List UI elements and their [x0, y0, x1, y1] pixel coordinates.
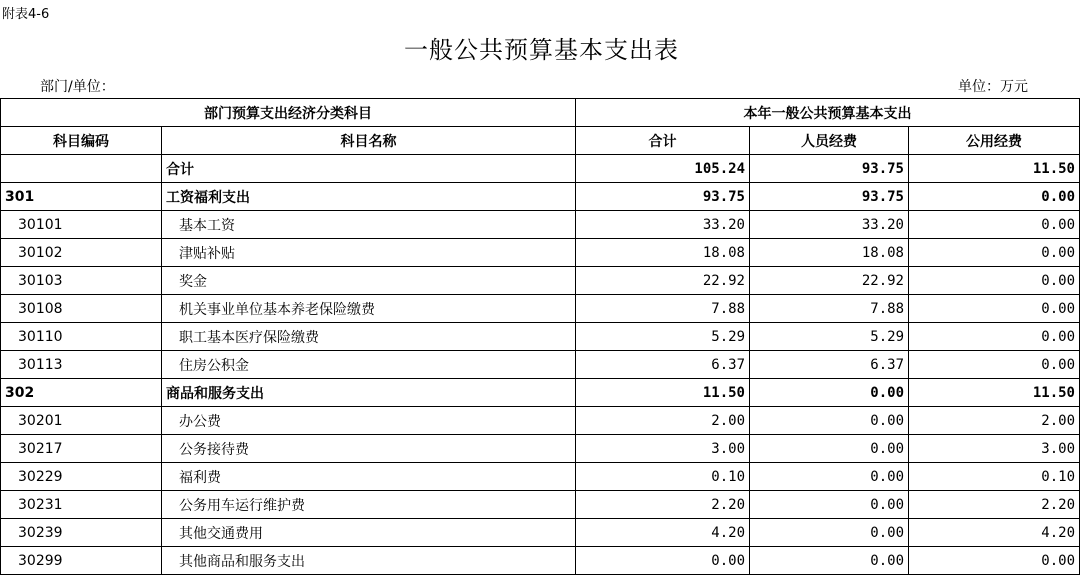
cell-total: 22.92 — [576, 267, 750, 295]
cell-personnel: 0.00 — [750, 407, 909, 435]
cell-name: 津贴补贴 — [162, 239, 576, 267]
cell-name: 职工基本医疗保险缴费 — [162, 323, 576, 351]
table-row — [1, 239, 1080, 267]
cell-total: 93.75 — [576, 183, 750, 211]
cell-personnel: 0.00 — [750, 519, 909, 547]
cell-total: 33.20 — [576, 211, 750, 239]
cell-public: 3.00 — [909, 435, 1080, 463]
cell-total: 105.24 — [576, 155, 750, 183]
cell-public: 0.00 — [909, 351, 1080, 379]
table-row — [1, 379, 1080, 407]
cell-public: 2.00 — [909, 407, 1080, 435]
cell-personnel: 7.88 — [750, 295, 909, 323]
cell-personnel: 22.92 — [750, 267, 909, 295]
cell-name: 办公费 — [162, 407, 576, 435]
attachment-label: 附表4-6 — [2, 7, 50, 22]
cell-personnel: 0.00 — [750, 379, 909, 407]
table-body — [1, 155, 1080, 575]
cell-total: 7.88 — [576, 295, 750, 323]
cell-personnel: 0.00 — [750, 491, 909, 519]
table-row — [1, 295, 1080, 323]
cell-name: 基本工资 — [162, 211, 576, 239]
cell-total: 2.00 — [576, 407, 750, 435]
cell-total: 4.20 — [576, 519, 750, 547]
cell-personnel: 6.37 — [750, 351, 909, 379]
cell-total: 0.10 — [576, 463, 750, 491]
table-row — [1, 491, 1080, 519]
header-name: 科目名称 — [162, 127, 576, 155]
cell-name: 机关事业单位基本养老保险缴费 — [162, 295, 576, 323]
cell-public: 0.00 — [909, 239, 1080, 267]
cell-code: 302 — [1, 379, 162, 407]
cell-code: 30239 — [1, 519, 162, 547]
cell-total: 5.29 — [576, 323, 750, 351]
group-header-row — [1, 99, 1080, 127]
column-header-row — [1, 127, 1080, 155]
page-title: 一般公共预算基本支出表 — [404, 36, 679, 64]
table-row — [1, 407, 1080, 435]
cell-public: 0.00 — [909, 267, 1080, 295]
cell-personnel: 0.00 — [750, 547, 909, 575]
cell-code: 301 — [1, 183, 162, 211]
header-economic-classification: 部门预算支出经济分类科目 — [1, 99, 576, 127]
cell-personnel: 93.75 — [750, 155, 909, 183]
cell-total: 2.20 — [576, 491, 750, 519]
cell-name: 合计 — [162, 155, 576, 183]
cell-name: 商品和服务支出 — [162, 379, 576, 407]
budget-table — [0, 98, 1080, 575]
cell-code: 30102 — [1, 239, 162, 267]
table-row — [1, 267, 1080, 295]
cell-name: 奖金 — [162, 267, 576, 295]
table-row — [1, 183, 1080, 211]
cell-personnel: 93.75 — [750, 183, 909, 211]
cell-name: 公务用车运行维护费 — [162, 491, 576, 519]
header-code: 科目编码 — [1, 127, 162, 155]
cell-personnel: 33.20 — [750, 211, 909, 239]
cell-public: 11.50 — [909, 155, 1080, 183]
header-basic-expenditure: 本年一般公共预算基本支出 — [576, 99, 1080, 127]
cell-code: 30108 — [1, 295, 162, 323]
cell-public: 2.20 — [909, 491, 1080, 519]
table-row — [1, 463, 1080, 491]
table-row — [1, 547, 1080, 575]
table-row — [1, 435, 1080, 463]
table-row — [1, 323, 1080, 351]
cell-public: 0.00 — [909, 183, 1080, 211]
cell-total: 6.37 — [576, 351, 750, 379]
cell-personnel: 5.29 — [750, 323, 909, 351]
cell-public: 0.00 — [909, 547, 1080, 575]
cell-personnel: 0.00 — [750, 435, 909, 463]
cell-total: 3.00 — [576, 435, 750, 463]
cell-public: 0.10 — [909, 463, 1080, 491]
cell-code: 30231 — [1, 491, 162, 519]
department-label: 部门/单位： — [40, 79, 115, 95]
cell-name: 其他交通费用 — [162, 519, 576, 547]
cell-name: 工资福利支出 — [162, 183, 576, 211]
cell-code: 30201 — [1, 407, 162, 435]
table-row — [1, 155, 1080, 183]
cell-personnel: 18.08 — [750, 239, 909, 267]
cell-code: 30110 — [1, 323, 162, 351]
cell-code — [1, 155, 162, 183]
header-public: 公用经费 — [909, 127, 1080, 155]
cell-code: 30101 — [1, 211, 162, 239]
cell-total: 11.50 — [576, 379, 750, 407]
cell-code: 30103 — [1, 267, 162, 295]
cell-public: 0.00 — [909, 323, 1080, 351]
cell-code: 30299 — [1, 547, 162, 575]
cell-name: 其他商品和服务支出 — [162, 547, 576, 575]
cell-total: 0.00 — [576, 547, 750, 575]
cell-name: 公务接待费 — [162, 435, 576, 463]
header-total: 合计 — [576, 127, 750, 155]
table-row — [1, 351, 1080, 379]
cell-personnel: 0.00 — [750, 463, 909, 491]
cell-code: 30217 — [1, 435, 162, 463]
cell-name: 福利费 — [162, 463, 576, 491]
cell-code: 30229 — [1, 463, 162, 491]
unit-label: 单位：万元 — [958, 79, 1028, 95]
cell-public: 0.00 — [909, 295, 1080, 323]
cell-name: 住房公积金 — [162, 351, 576, 379]
cell-code: 30113 — [1, 351, 162, 379]
cell-public: 0.00 — [909, 211, 1080, 239]
table-row — [1, 211, 1080, 239]
header-personnel: 人员经费 — [750, 127, 909, 155]
table-row — [1, 519, 1080, 547]
cell-total: 18.08 — [576, 239, 750, 267]
cell-public: 4.20 — [909, 519, 1080, 547]
cell-public: 11.50 — [909, 379, 1080, 407]
